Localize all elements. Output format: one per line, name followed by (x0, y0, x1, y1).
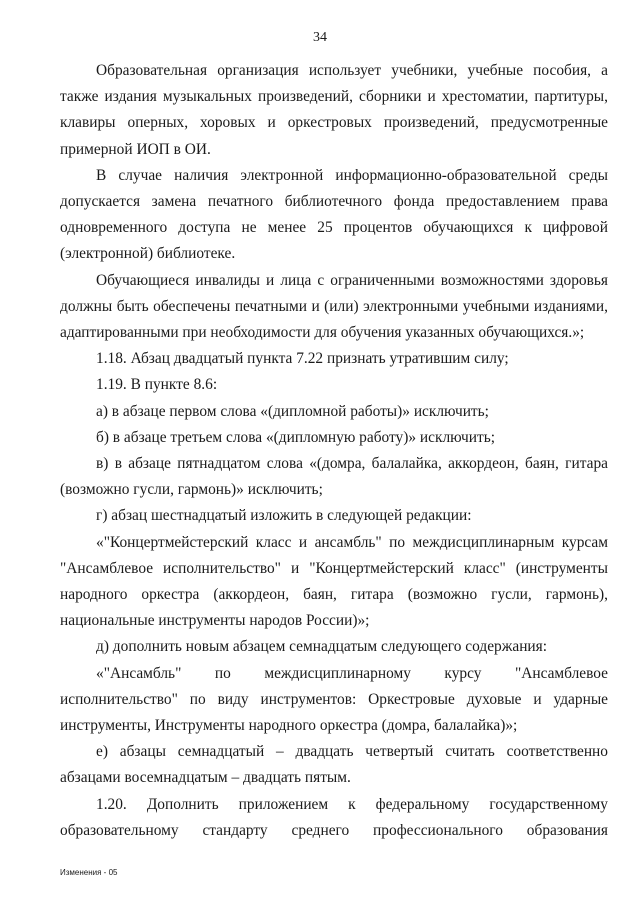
paragraph: Обучающиеся инвалиды и лица с ограниченными возможностями здоровья должны быть обеспечены печатными и (или) электронными учебными изданиями, адаптированными при необходимости для обучения указанных обучающихся.»; (60, 271, 608, 342)
paragraph: В случае наличия электронной информационно-образовательной среды допускается замена печатного библиотечного фонда предоставлением права одновременного доступа не менее 25 процентов обучающихся к цифровой (электронной) библиотеке. (60, 166, 608, 263)
paragraph: «"Концертмейстерский класс и ансамбль" по междисциплинарным курсам "Ансамблевое исполнительство" и "Концертмейстерский класс" (инструменты народного оркестра (аккордеон, баян, гитара (возможно гусли, гармонь), национальные инструменты народов России)»; (60, 533, 608, 630)
paragraph: е) абзацы семнадцатый – двадцать четвертый считать соответственно абзацами восемнадцатым – двадцать пятым. (60, 743, 608, 787)
paragraph: г) абзац шестнадцатый изложить в следующей редакции: (96, 507, 472, 525)
paragraph: 1.19. В пункте 8.6: (96, 376, 218, 394)
page-number: 34 (313, 30, 327, 45)
paragraph: Образовательная организация использует учебники, учебные пособия, а также издания музыкальных произведений, сборники и хрестоматии, партитуры, клавиры оперных, хоровых и оркестровых произведений, предусмотренные примерной ИОП в ОИ. (60, 62, 608, 158)
document-body (60, 58, 608, 844)
paragraph: 1.18. Абзац двадцатый пункта 7.22 признать утратившим силу; (96, 350, 509, 368)
paragraph: а) в абзаце первом слова «(дипломной работы)» исключить; (96, 402, 489, 420)
paragraph: «"Ансамбль" по междисциплинарному курсу "Ансамблевое исполнительство" по виду инструментов: Оркестровые духовые и ударные инструменты, Инструменты народного оркестра (домра, балалайка)»; (60, 664, 608, 735)
paragraph: д) дополнить новым абзацем семнадцатым следующего содержания: (96, 638, 548, 656)
paragraph: в) в абзаце пятнадцатом слова «(домра, балалайка, аккордеон, баян, гитара (возможно гусли, гармонь)» исключить; (60, 455, 608, 499)
footer-note: Изменения - 05 (60, 868, 118, 877)
paragraph: 1.20. Дополнить приложением к федеральному государственному образовательному стандарту среднего профессионального образования (60, 795, 608, 839)
paragraph: б) в абзаце третьем слова «(дипломную работу)» исключить; (96, 428, 496, 446)
